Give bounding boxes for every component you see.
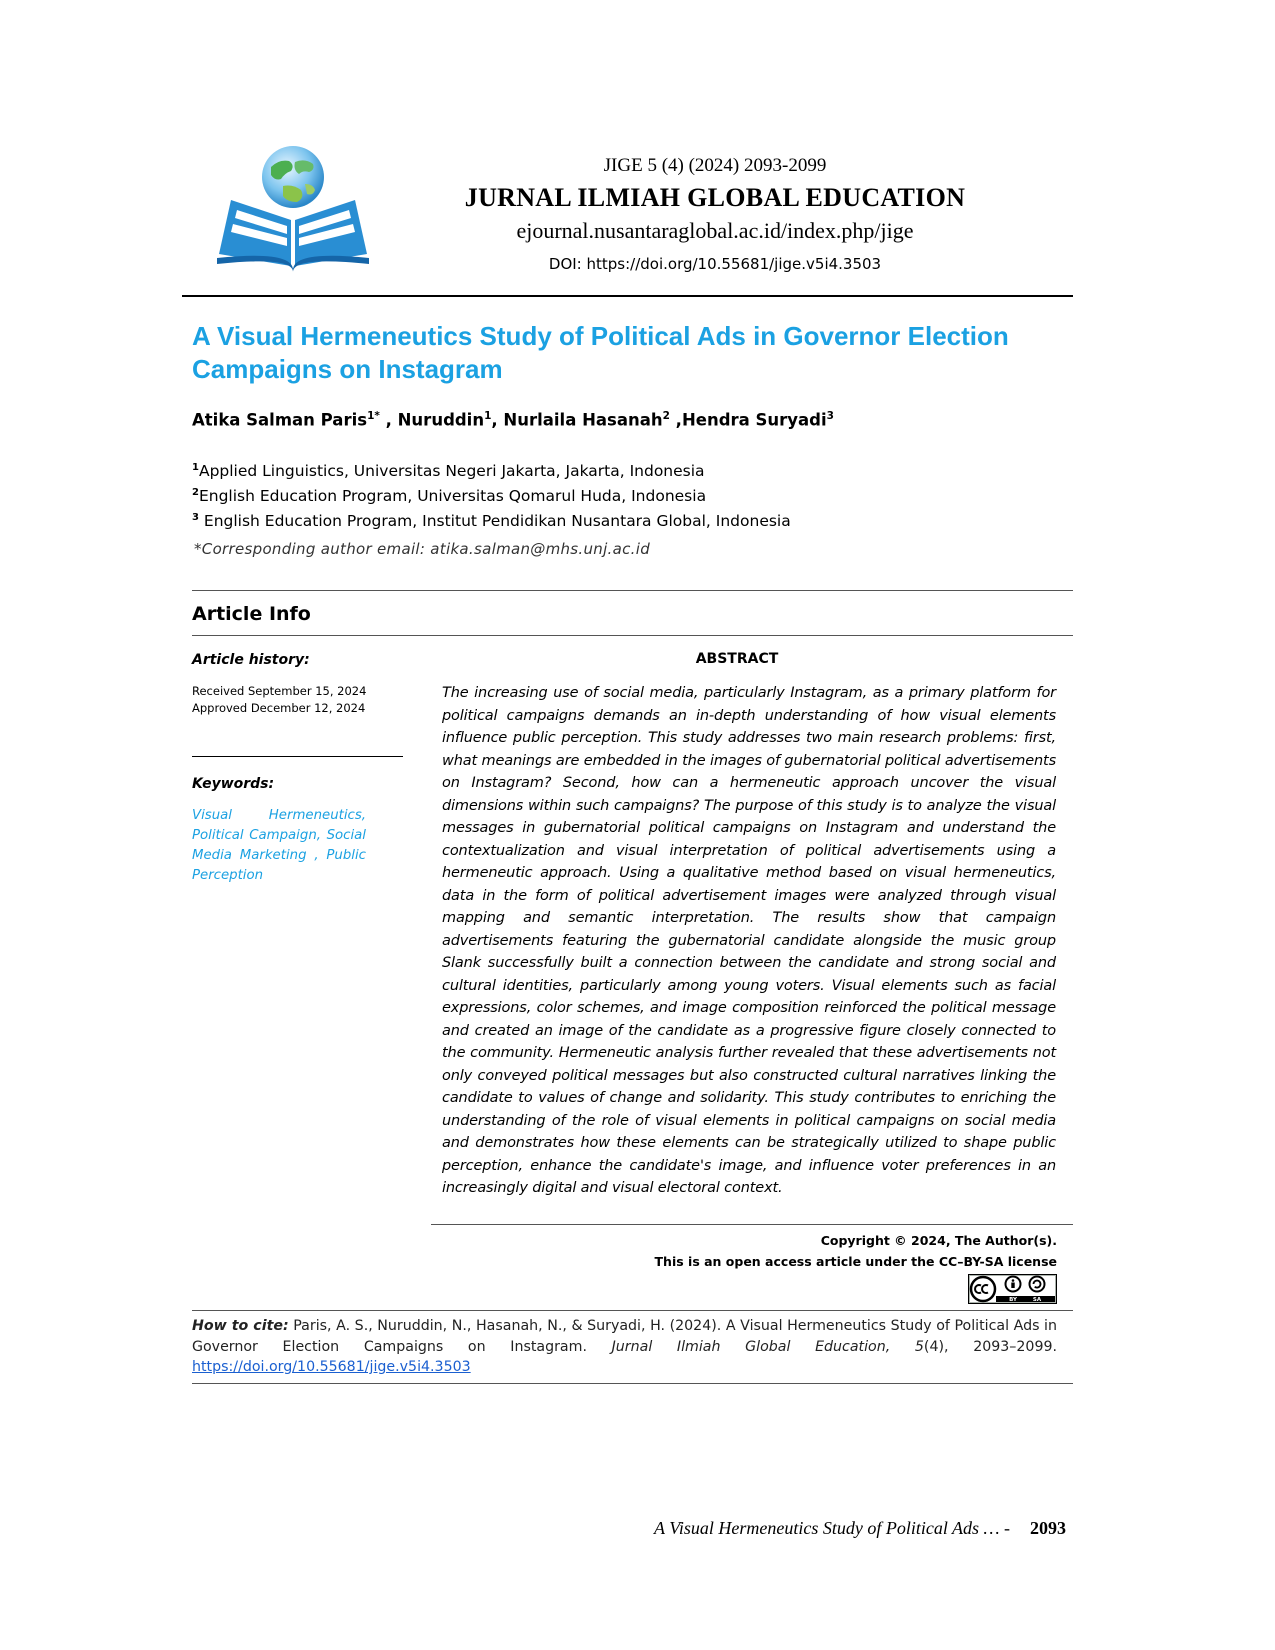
journal-issue: JIGE 5 (4) (2024) 2093-2099 xyxy=(603,155,827,176)
article-history-label: Article history: xyxy=(192,652,310,668)
citation-doi-link[interactable]: https://doi.org/10.55681/jige.v5i4.3503 xyxy=(192,1359,471,1375)
header-divider xyxy=(182,295,1073,297)
article-title: A Visual Hermeneutics Study of Political Ads in Governor Election Campaigns on Instagram xyxy=(192,321,1009,384)
abstract-heading: ABSTRACT xyxy=(695,651,779,667)
affiliation-text: Applied Linguistics, Universitas Negeri Jakarta, Jakarta, Indonesia xyxy=(198,462,705,481)
page-number: 2093 xyxy=(1030,1518,1066,1538)
journal-name: JURNAL ILMIAH GLOBAL EDUCATION xyxy=(464,183,966,212)
author-separator: , xyxy=(379,410,398,430)
author-name: Nurlaila Hasanah xyxy=(503,410,663,430)
approved-date: Approved December 12, 2024 xyxy=(192,701,366,715)
author-separator: , xyxy=(669,410,682,430)
keywords-list: Visual Hermeneutics, Political Campaign, Social Media Marketing , Public Perception xyxy=(192,808,366,883)
received-date: Received September 15, 2024 xyxy=(192,684,367,698)
author-name: Hendra Suryadi xyxy=(681,410,827,430)
badge-label-by: BY xyxy=(1009,1297,1017,1304)
journal-url[interactable]: ejournal.nusantaraglobal.ac.id/index.php/jige xyxy=(516,218,914,243)
abstract-divider xyxy=(431,1224,1073,1225)
keywords-divider xyxy=(192,756,403,757)
affiliation-2 xyxy=(192,487,706,505)
affiliation-number: 1 xyxy=(192,462,199,473)
citation-journal: Jurnal Ilmiah Global Education, 5 xyxy=(611,1338,924,1355)
citation-text: Paris, A. S., Nuruddin, N., Hasanah, N., & Suryadi, H. (2024). A Visual Hermeneutics Study of Political Ads in Governor Election Campaigns on Instagram. xyxy=(192,1318,1057,1355)
article-info-heading: Article Info xyxy=(192,603,311,625)
citation-divider-top xyxy=(192,1310,1073,1311)
running-title: A Visual Hermeneutics Study of Political Ads … - xyxy=(654,1518,1010,1538)
how-to-cite-label: How to cite: xyxy=(192,1318,289,1334)
section-divider-bottom xyxy=(192,635,1073,636)
corresponding-author: *Corresponding author email: atika.salman@mhs.unj.ac.id xyxy=(194,540,651,558)
author-affiliation-mark: 3 xyxy=(826,410,834,422)
how-to-cite xyxy=(192,1316,1057,1378)
author-affiliation-mark: 1* xyxy=(367,410,380,422)
journal-logo-icon xyxy=(213,142,373,272)
license-notice: This is an open access article under the CC–BY-SA license xyxy=(654,1254,1057,1269)
badge-label-sa: SA xyxy=(1032,1297,1042,1304)
author-name: Atika Salman Paris xyxy=(192,410,368,430)
affiliation-1 xyxy=(192,462,705,480)
author-separator: , xyxy=(491,410,504,430)
author-affiliation-mark: 1 xyxy=(484,410,492,422)
affiliation-number: 2 xyxy=(192,487,199,498)
affiliation-text: English Education Program, Universitas Qomarul Huda, Indonesia xyxy=(198,487,707,506)
keywords-label: Keywords: xyxy=(192,776,275,792)
affiliation-number: 3 xyxy=(192,512,199,523)
section-divider-top xyxy=(192,590,1073,591)
author-name: Nuruddin xyxy=(397,410,485,430)
affiliation-text: English Education Program, Institut Pendidikan Nusantara Global, Indonesia xyxy=(198,512,791,531)
affiliation-3 xyxy=(192,512,791,530)
author-list xyxy=(192,410,834,430)
citation-divider-bottom xyxy=(192,1383,1073,1384)
author-affiliation-mark: 2 xyxy=(662,410,670,422)
cc-by-sa-badge-icon[interactable] xyxy=(968,1274,1057,1304)
citation-volume-pages: (4), 2093–2099. xyxy=(923,1338,1058,1355)
copyright-notice: Copyright © 2024, The Author(s). xyxy=(820,1233,1057,1248)
journal-doi[interactable]: DOI: https://doi.org/10.55681/jige.v5i4.3503 xyxy=(548,255,882,273)
abstract-text: The increasing use of social media, particularly Instagram, as a primary platform for political campaigns demands an in-depth understanding of how visual elements influence public perception. This study addresses two main research problems: first, what meanings are embedded in the images of gubernatorial political advertisements on Instagram? Second, how can a hermeneutic approach uncover the visual dimensions within such campaigns? The purpose of this study is to analyze the visual messages in gubernatorial political campaigns on Instagram and understand the contextualization and visual interpretation of political advertisements using a hermeneutic approach. Using a qualitative method based on visual hermeneutics, data in the form of political advertisement images were analyzed through visual mapping and semantic interpretation. The results show that campaign advertisements featuring the gubernatorial candidate alongside the music group Slank successfully built a connection between the candidate and strong social and cultural identities, particularly among young voters. Visual elements such as facial expressions, color schemes, and image composition reinforced the political message and created an image of the candidate as a progressive figure closely connected to the community. Hermeneutic analysis further revealed that these advertisements not only conveyed political messages but also constructed cultural narratives linking the candidate to values of change and solidarity. This study contributes to enriching the understanding of the role of visual elements in political campaigns on social media and demonstrates how these elements can be strategically utilized to shape public perception, enhance the candidate's image, and influence voter preferences in an increasingly digital and visual electoral context. xyxy=(442,685,1056,1196)
